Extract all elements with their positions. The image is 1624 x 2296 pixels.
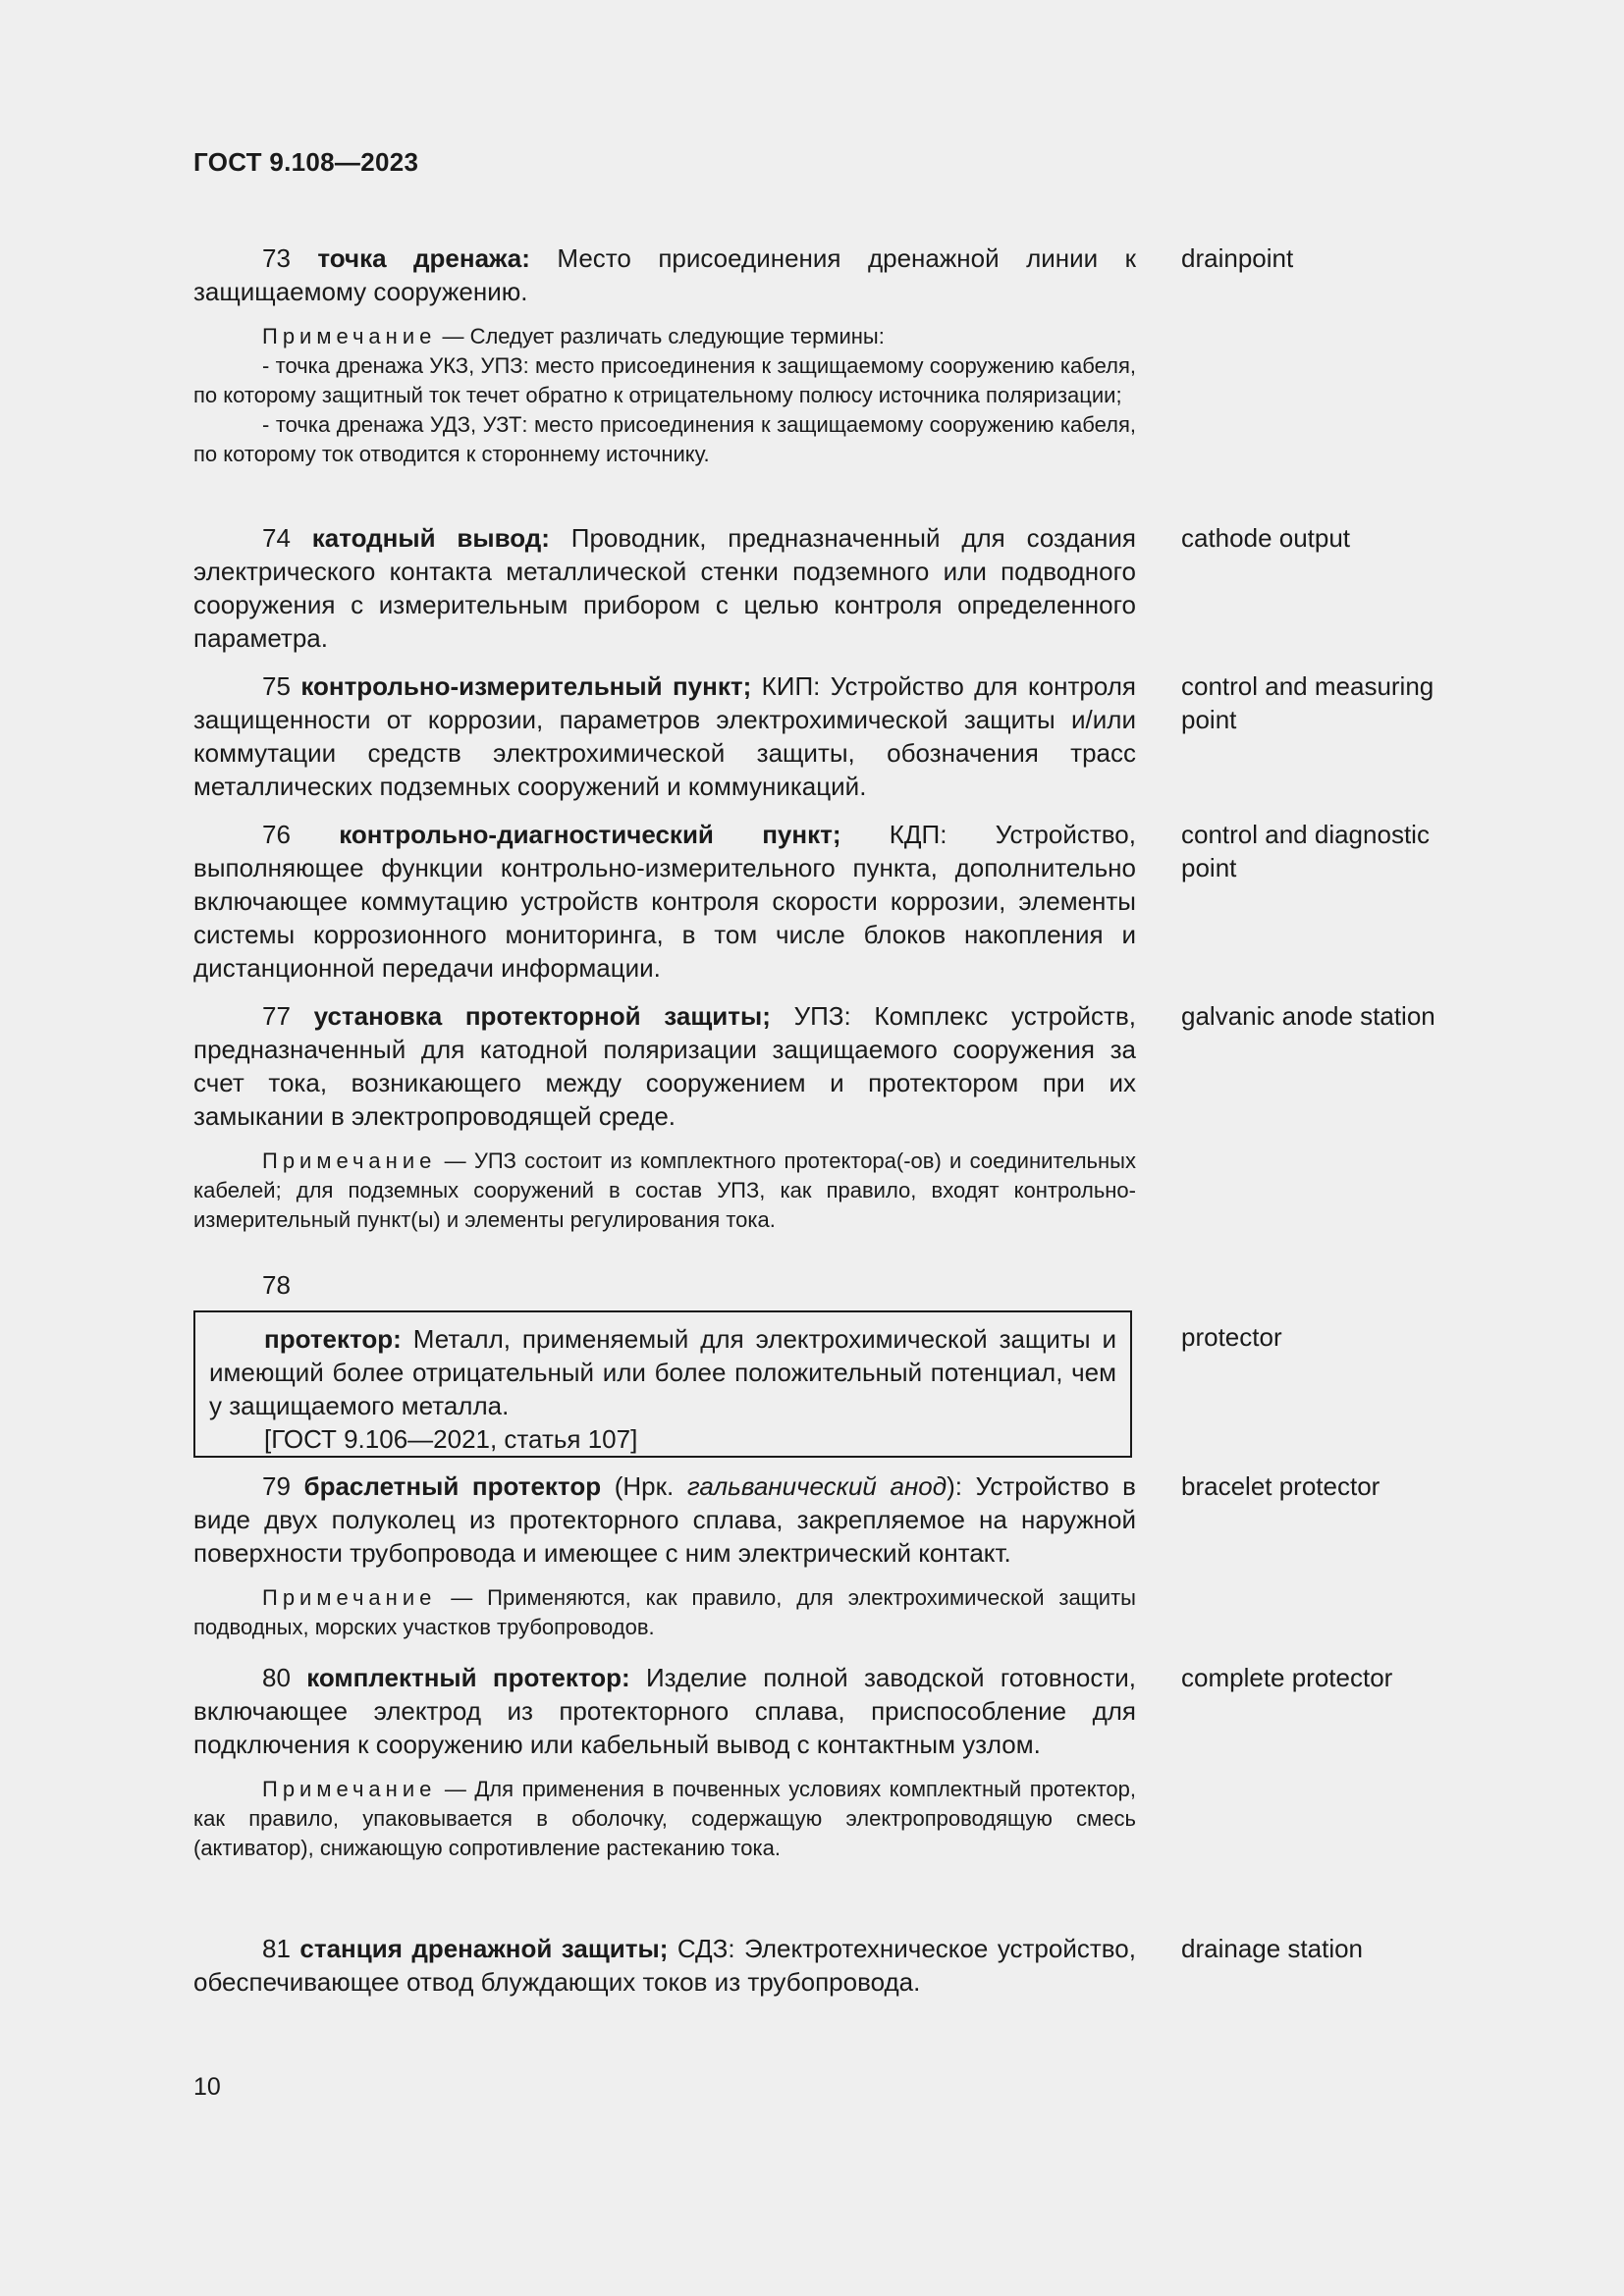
- term-name: протектор:: [264, 1324, 402, 1354]
- term-entry-78-box: [193, 1310, 1132, 1458]
- deprecated-term: гальванический анод: [686, 1471, 947, 1501]
- note-text: — Для применения в почвенных условиях комплектный протектор, как правило, упаковывается в оболочку, содержащую электропроводящую смесь (активатор), снижающую сопротивление растеканию тока.: [193, 1777, 1136, 1860]
- note-line: - точка дренажа УДЗ, УЗТ: место присоединения к защищаемому сооружению кабеля, по которому ток отводится к стороннему источнику.: [193, 412, 1136, 466]
- term-english: drainpoint: [1181, 243, 1294, 273]
- term-text: КДП: Устройство, выполняющее функции контрольно-измерительного пункта, дополнительно включающее коммутацию устройств контроля скорости коррозии, элементы системы коррозионного мониторинга, в том числе блоков накопления и дистанционной передачи информации.: [193, 820, 1136, 983]
- note-line: — Следует различать следующие термины:: [442, 324, 885, 348]
- term-number: 81: [262, 1934, 291, 1963]
- term-entry-73: [193, 241, 1294, 469]
- term-definition: [193, 1661, 1136, 1761]
- term-name: контрольно-измерительный пункт;: [300, 671, 752, 701]
- note-label: Примечание: [262, 1777, 437, 1801]
- term-text: Проводник, предназначенный для создания электрического контакта металлической стенки подземного или подводного сооружения с измерительным прибором с целью контроля определенного параметра.: [193, 523, 1136, 653]
- term-entry-76: [193, 818, 1430, 985]
- term-definition: [193, 999, 1136, 1133]
- term-english: galvanic anode station: [1181, 1001, 1435, 1031]
- note-label: Примечание: [262, 1148, 437, 1173]
- term-entry-75: [193, 669, 1435, 803]
- term-number: 77: [262, 1001, 291, 1031]
- term-number: 78: [262, 1270, 291, 1300]
- term-definition: [193, 818, 1136, 985]
- term-number: 75: [262, 671, 291, 701]
- term-number: 76: [262, 820, 291, 849]
- term-prefix: (Нрк.: [614, 1471, 675, 1501]
- term-number: 79: [262, 1471, 291, 1501]
- note-text: — УПЗ состоит из комплектного протектора(-ов) и соединительных кабелей; для подземных сооружений в состав УПЗ, как правило, входят контрольно-измерительный пункт(ы) и элементы регулирования тока.: [193, 1148, 1136, 1232]
- term-entry-79: [193, 1469, 1380, 1642]
- term-name: контрольно-диагностический пункт;: [339, 820, 841, 849]
- term-english: cathode output: [1181, 523, 1351, 553]
- term-entry-77: [193, 999, 1435, 1235]
- note-label: Примечание: [262, 1585, 437, 1610]
- term-number: 74: [262, 523, 291, 553]
- term-note: [193, 1775, 1136, 1863]
- term-definition: [193, 1469, 1136, 1570]
- term-name: точка дренажа:: [317, 243, 530, 273]
- term-definition: [193, 669, 1136, 803]
- term-entry-74: [193, 521, 1351, 655]
- page-number: 10: [193, 2073, 221, 2101]
- term-name: станция дренажной защиты;: [299, 1934, 669, 1963]
- term-text: Изделие полной заводской готовности, включающее электрод из протекторного сплава, приспособление для подключения к сооружению или кабельный вывод с контактным узлом.: [193, 1663, 1136, 1759]
- term-definition: [193, 241, 1136, 308]
- term-note: [193, 1147, 1136, 1235]
- term-name: катодный вывод:: [311, 523, 550, 553]
- term-english: drainage station: [1181, 1934, 1364, 1963]
- term-english: control and diagnostic point: [1181, 820, 1430, 882]
- term-number: 73: [262, 243, 291, 273]
- term-note: [193, 1583, 1136, 1642]
- term-english: bracelet protector: [1181, 1471, 1380, 1501]
- term-entry-80: [193, 1661, 1393, 1863]
- term-text: УПЗ: Комплекс устройств, предназначенный для катодной поляризации защищаемого сооружения за счет тока, возникающего между сооружением и протектором при их замыкании в электропроводящей среде.: [193, 1001, 1136, 1131]
- term-number: 80: [262, 1663, 291, 1692]
- term-english: control and measuring point: [1181, 671, 1435, 734]
- term-text: КИП: Устройство для контроля защищенности от коррозии, параметров электрохимической защиты и/или коммутации средств электрохимической защиты, обозначения трасс металлических подземных сооружений и коммуникаций.: [193, 671, 1136, 801]
- term-text: ): Устройство в виде двух полуколец из протекторного сплава, закрепляемое на наружной поверхности трубопровода и имеющее с ним электрический контакт.: [193, 1471, 1136, 1568]
- note-label: Примечание: [262, 324, 437, 348]
- term-name: установка протекторной защиты;: [313, 1001, 771, 1031]
- note-text: — Применяются, как правило, для электрохимической защиты подводных, морских участков трубопроводов.: [193, 1585, 1136, 1639]
- term-text: Металл, применяемый для электрохимической защиты и имеющий более отрицательный или более положительный потенциал, чем у защищаемого металла.: [209, 1324, 1116, 1420]
- term-reference: [ГОСТ 9.106—2021, статья 107]: [264, 1424, 638, 1454]
- term-note: [193, 322, 1136, 469]
- term-name: браслетный протектор: [303, 1471, 602, 1501]
- note-line: - точка дренажа УКЗ, УПЗ: место присоединения к защищаемому сооружению кабеля, по которому защитный ток течет обратно к отрицательному полюсу источника поляризации;: [193, 353, 1136, 407]
- term-definition: [209, 1322, 1116, 1422]
- term-entry-81: [193, 1932, 1364, 1999]
- term-text: СДЗ: Электротехническое устройство, обеспечивающее отвод блуждающих токов из трубопровода.: [193, 1934, 1136, 1997]
- term-definition: [193, 1932, 1136, 1999]
- term-english: complete protector: [1181, 1663, 1393, 1692]
- term-text: Место присоединения дренажной линии к защищаемому сооружению.: [193, 243, 1136, 306]
- document-header: ГОСТ 9.108—2023: [193, 147, 419, 177]
- term-definition: [193, 521, 1136, 655]
- term-english: protector: [1181, 1322, 1282, 1352]
- term-name: комплектный протектор:: [306, 1663, 630, 1692]
